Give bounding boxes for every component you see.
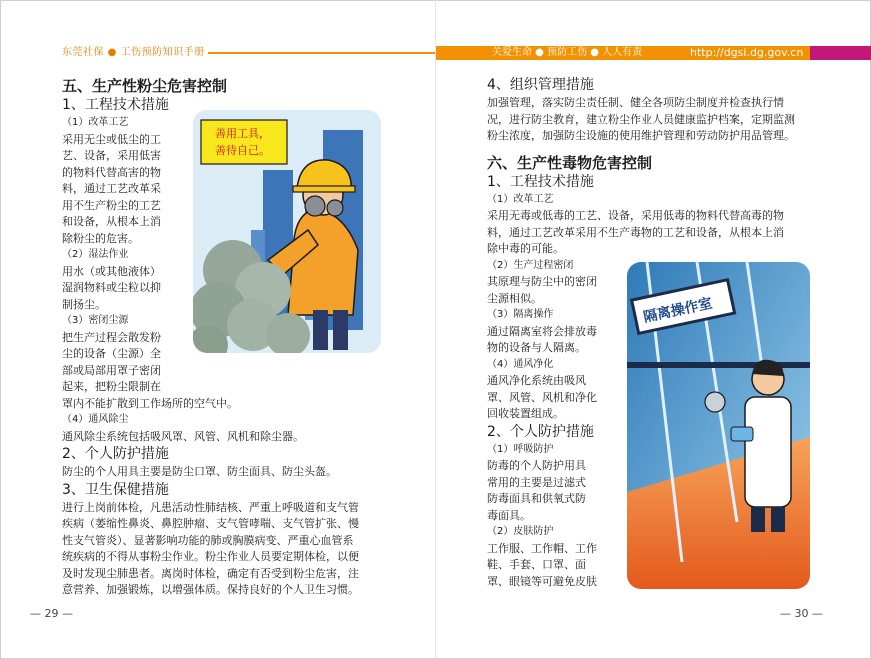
toxic-item2-body xyxy=(487,274,612,307)
r-item4-line: 回收装置组成。 xyxy=(487,407,564,420)
room-sign-text: 隔离操作室 xyxy=(641,295,714,326)
r-item3-line: 物的设备与人隔离。 xyxy=(487,341,586,354)
isolation-room-drawing xyxy=(627,262,810,589)
r-item2-line: 其原理与防尘中的密闭 xyxy=(487,275,597,288)
l-item1-line: 除粉尘的危害。 xyxy=(62,231,139,245)
l-item1-line: 料，通过工艺改革采 xyxy=(62,182,161,195)
l-sub3-line: 意营养、加强锻炼，以增强体质。保持良好的个人卫生习惯。 xyxy=(62,583,359,596)
l-sub3-line: 进行上岗前体检，凡患活动性肺结核、严重上呼吸道和支气管 xyxy=(62,500,359,514)
l-item1-line: 用不生产粉尘的工艺 xyxy=(62,198,161,212)
l-item3-line: 部或局部用罩子密闭 xyxy=(62,363,161,377)
page-number-right: — 30 — xyxy=(780,607,823,620)
left-sub-personal: 2、个人防护措施 xyxy=(62,446,169,462)
l-sub3-line: 统疾病的不得从事粉尘作业。粉尘作业人员要定期体检，以便 xyxy=(62,550,359,563)
page-spine xyxy=(435,0,436,659)
r-item2-line: 尘源相似。 xyxy=(487,291,542,305)
l-item3-line: 起来，把粉尘限制在 xyxy=(62,380,161,393)
r-p2-line: 罩、眼镜等可避免皮肤 xyxy=(487,574,597,588)
dust-item3-body xyxy=(62,330,238,413)
l-item2-line: 湿润物料或尘粒以抑 xyxy=(62,281,161,294)
header-accent-bar xyxy=(810,46,871,60)
section-title-toxic: 六、生产性毒物危害控制 xyxy=(487,153,653,172)
l-item1-line: 采用无尘或低尘的工 xyxy=(62,132,161,146)
r-item4-line: 罩、风管、风机和净化 xyxy=(487,390,597,404)
l-item1-line: 的物料代替高害的物 xyxy=(62,165,161,179)
header-left-rule xyxy=(208,52,435,54)
r-sub4-line: 况，进行防尘教育，建立粉尘作业人员健康监护档案，定期监测 xyxy=(487,112,795,126)
r-p1-line: 防毒的个人防护用具 xyxy=(487,459,586,472)
isolation-room-illustration xyxy=(627,262,810,589)
toxic-p1-body xyxy=(487,458,612,524)
toxic-item2-title: （2）生产过程密闭 xyxy=(487,259,574,271)
toxic-p1-title: （1）呼吸防护 xyxy=(487,443,554,455)
header-url: http://dgsi.dg.gov.cn xyxy=(690,46,804,59)
l-item3-line: 罩内不能扩散到工作场所的空气中。 xyxy=(62,396,238,410)
l-sub3-line: 及时发现尘肺患者。离岗时体检，确定有否受到粉尘危害，注 xyxy=(62,566,359,580)
l-item1-line: 艺、设备，采用低害 xyxy=(62,149,161,162)
dust-item4-body: 通风除尘系统包括吸风罩、风管、风机和除尘器。 xyxy=(62,429,304,443)
toxic-p2-title: （2）皮肤防护 xyxy=(487,526,554,537)
dust-worker-illustration xyxy=(193,110,381,353)
dust-item3-title: （3）密闭尘源 xyxy=(62,315,129,326)
right-sub-engineering: 1、工程技术措施 xyxy=(487,173,594,190)
sign-line-2: 善待自己。 xyxy=(215,144,270,157)
r-item1-line: 料，通过工艺改革采用不生产毒物的工艺和设备，从根本上消 xyxy=(487,225,784,239)
r-item1-line: 采用无毒或低毒的工艺、设备，采用低毒的物料代替高毒的物 xyxy=(487,209,784,222)
toxic-item4-body xyxy=(487,373,612,423)
toxic-item3-body xyxy=(487,324,612,357)
header-left-title: 东莞社保 ● 工伤预防知识手册 xyxy=(62,47,205,58)
dust-worker-drawing xyxy=(193,110,381,353)
r-sub4-line: 粉尘浓度，加强防尘设施的使用维护管理和劳动防护用品管理。 xyxy=(487,129,795,142)
r-sub4-line: 加强管理，落实防尘责任制、健全各项防尘制度并检查执行情 xyxy=(487,96,784,109)
left-sub-health: 3、卫生保健措施 xyxy=(62,481,169,498)
r-p2-line: 鞋、手套、口罩、面 xyxy=(487,558,586,571)
dust-item1-body xyxy=(62,132,182,248)
toxic-item4-title: （4）通风净化 xyxy=(487,358,554,370)
r-item1-line: 除中毒的可能。 xyxy=(487,242,564,255)
right-sub-management: 4、组织管理措施 xyxy=(487,77,594,93)
l-item2-line: 用水（或其他液体） xyxy=(62,264,161,278)
r-p1-line: 常用的主要是过滤式 xyxy=(487,475,586,489)
l-item3-line: 尘的设备（尘源）全 xyxy=(62,347,161,360)
section-title-dust: 五、生产性粉尘危害控制 xyxy=(62,77,228,95)
page-number-left: — 29 — xyxy=(30,607,73,620)
dust-item1-title: （1）改革工艺 xyxy=(62,117,129,128)
l-sub3-line: 性支气管炎）、显著影响功能的肺或胸膜病变、严重心血管系 xyxy=(62,533,354,547)
toxic-item1-body xyxy=(487,208,817,258)
dust-item2-body xyxy=(62,264,182,314)
l-item1-line: 和设备，从根本上消 xyxy=(62,215,161,228)
header-slogan: 关爱生命 ● 预防工伤 ● 人人有责 xyxy=(492,47,643,58)
left-sub-engineering: 1、工程技术措施 xyxy=(62,97,169,113)
right-sub-personal: 2、个人防护措施 xyxy=(487,423,594,440)
r-p2-line: 工作服、工作帽、工作 xyxy=(487,541,597,555)
management-body xyxy=(487,95,817,145)
r-item4-line: 通风净化系统由吸风 xyxy=(487,374,586,387)
l-item2-line: 制扬尘。 xyxy=(62,297,106,311)
dust-health-body xyxy=(62,500,392,599)
dust-item2-title: （2）湿法作业 xyxy=(62,249,129,260)
r-p1-line: 防毒面具和供氧式防 xyxy=(487,492,586,505)
l-item3-line: 把生产过程会散发粉 xyxy=(62,330,161,344)
toxic-p2-body xyxy=(487,541,612,591)
toxic-item3-title: （3）隔离操作 xyxy=(487,309,554,320)
dust-item4-title: （4）通风除尘 xyxy=(62,414,129,425)
l-sub3-line: 疾病（萎缩性鼻炎、鼻腔肿瘤、支气管哮喘、支气管扩张、慢 xyxy=(62,517,359,530)
sign-line-1: 善用工具， xyxy=(215,127,270,140)
dust-personal-body: 防尘的个人用具主要是防尘口罩、防尘面具、防尘头盔。 xyxy=(62,465,337,478)
r-item3-line: 通过隔离室将会排放毒 xyxy=(487,324,597,338)
r-p1-line: 毒面具。 xyxy=(487,508,531,522)
toxic-item1-title: （1）改革工艺 xyxy=(487,193,554,205)
